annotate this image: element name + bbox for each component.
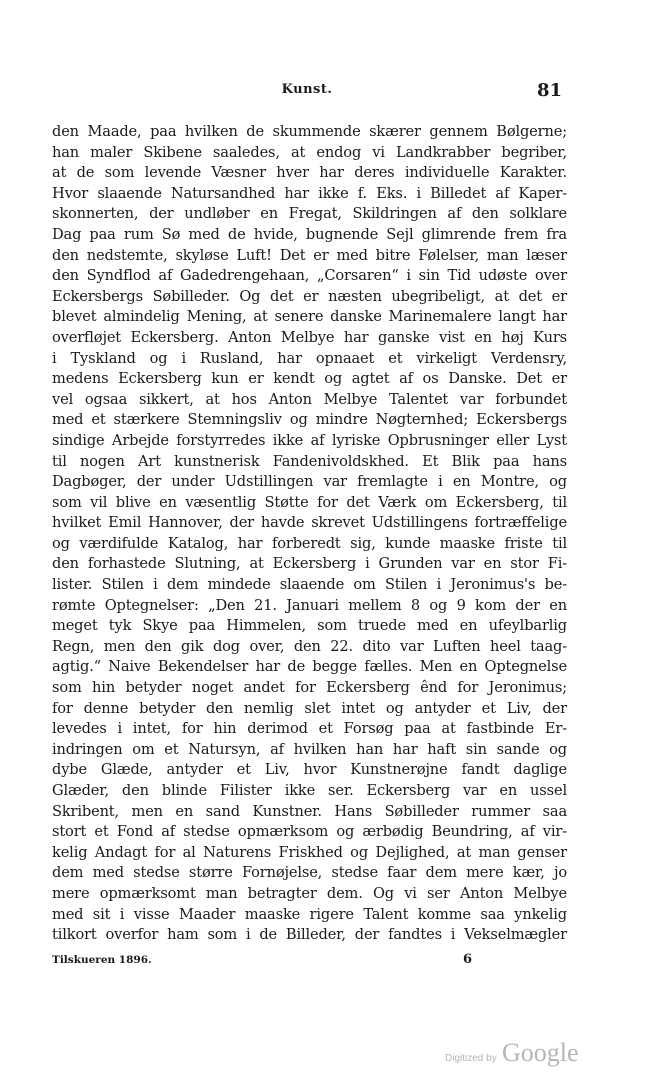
watermark-brand: Google [502, 1038, 579, 1067]
text-line: og værdifulde Katalog, har forberedt sig, kunde maaske friste til [52, 534, 567, 552]
text-line: blevet almindelig Mening, at senere danske Marinemalere langt har [52, 308, 567, 326]
text-line: tilkort overfor ham som i de Billeder, der fandtes i Vekselmægler [52, 926, 567, 944]
text-line: medens Eckersberg kun er kendt og agtet af os Danske. Det er [52, 370, 567, 388]
body-text [52, 122, 567, 946]
text-line: mere opmærksomt man betragter dem. Og vi ser Anton Melbye [52, 884, 567, 902]
text-line: han maler Skibene saaledes, at endog vi Landkrabber begriber, [52, 143, 567, 161]
text-line: meget tyk Skye paa Himmelen, som truede med en ufeylbarlig [52, 617, 567, 635]
sheet-number: 6 [463, 952, 473, 967]
text-line: som hin betyder noget andet for Eckersberg ênd for Jeronimus; [52, 679, 567, 697]
digitization-watermark [445, 1038, 585, 1072]
text-line: Regn, men den gik dog over, den 22. dito var Luften heel taag- [52, 637, 567, 655]
text-line: Dag paa rum Sø med de hvide, bugnende Sejl glimrende frem fra [52, 225, 567, 243]
text-line: vel ogsaa sikkert, at hos Anton Melbye Talentet var forbundet [52, 390, 567, 408]
text-line: den Maade, paa hvilken de skummende skærer gennem Bølgerne; [52, 123, 567, 140]
text-line: agtig.“ Naive Bekendelser har de begge fælles. Men en Optegnelse [52, 658, 567, 676]
text-line: som vil blive en væsentlig Støtte for det Værk om Eckersberg, til [52, 493, 567, 511]
text-line: lister. Stilen i dem mindede slaaende om Stilen i Jeronimus's be- [52, 576, 567, 594]
running-title: Kunst. [281, 82, 333, 97]
text-line: med et stærkere Stemningsliv og mindre Nøgternhed; Eckersbergs [52, 411, 567, 429]
text-line: dybe Glæde, antyder et Liv, hvor Kunstnerøjne fandt daglige [52, 761, 567, 779]
text-line: overfløjet Eckersberg. Anton Melbye har ganske vist en høj Kurs [52, 328, 567, 346]
text-line: levedes i intet, for hin derimod et Forsøg paa at fastbinde Er- [52, 720, 567, 738]
text-line: hvilket Emil Hannover, der havde skrevet Udstillingens fortræffelige [52, 514, 567, 532]
text-line: Hvor slaaende Natursandhed har ikke f. Eks. i Billedet af Kaper- [52, 184, 567, 202]
text-line: til nogen Art kunstnerisk Fandenivoldskhed. Et Blik paa hans [52, 452, 567, 470]
text-line: Dagbøger, der under Udstillingen var fremlagte i en Montre, og [52, 473, 567, 491]
text-line: dem med stedse større Fornøjelse, stedse faar dem mere kær, jo [52, 864, 567, 882]
text-line: at de som levende Væsner hver har deres individuelle Karakter. [52, 164, 567, 182]
text-line: Skribent, men en sand Kunstner. Hans Søbilleder rummer saa [52, 802, 567, 820]
text-line: i Tyskland og i Rusland, har opnaaet et virkeligt Verdensry, [52, 349, 567, 367]
page-number: 81 [536, 80, 562, 101]
text-line: indringen om et Natursyn, af hvilken han har haft sin sande og [52, 740, 567, 758]
text-line: rømte Optegnelser: „Den 21. Januari mellem 8 og 9 kom der en [52, 596, 567, 614]
text-line: den forhastede Slutning, at Eckersberg i Grunden var en stor Fi- [52, 555, 567, 573]
signature-mark: Tilskueren 1896. [52, 954, 152, 966]
text-line: sindige Arbejde forstyrredes ikke af lyriske Opbrusninger eller Lyst [52, 431, 567, 449]
text-line: stort et Fond af stedse opmærksom og ærbødig Beundring, af vir- [52, 823, 567, 841]
watermark-prefix: Digitized by [445, 1053, 497, 1064]
text-line: skonnerten, der undløber en Fregat, Skildringen af den solklare [52, 205, 567, 223]
text-line: for denne betyder den nemlig slet intet og antyder et Liv, der [52, 699, 567, 717]
text-line: med sit i visse Maader maaske rigere Talent komme saa ynkelig [52, 905, 567, 923]
page-header [52, 82, 562, 110]
text-line: Eckersbergs Søbilleder. Og det er næsten ubegribeligt, at det er [52, 287, 567, 305]
text-line: Glæder, den blinde Filister ikke ser. Eckersberg var en ussel [52, 782, 567, 799]
text-line: den nedstemte, skyløse Luft! Det er med bitre Følelser, man læser [52, 246, 567, 264]
text-line: kelig Andagt for al Naturens Friskhed og Dejlighed, at man genser [52, 843, 567, 861]
page-footer [52, 952, 567, 970]
text-line: den Syndflod af Gadedrengehaan, „Corsaren“ i sin Tid udøste over [52, 267, 567, 285]
